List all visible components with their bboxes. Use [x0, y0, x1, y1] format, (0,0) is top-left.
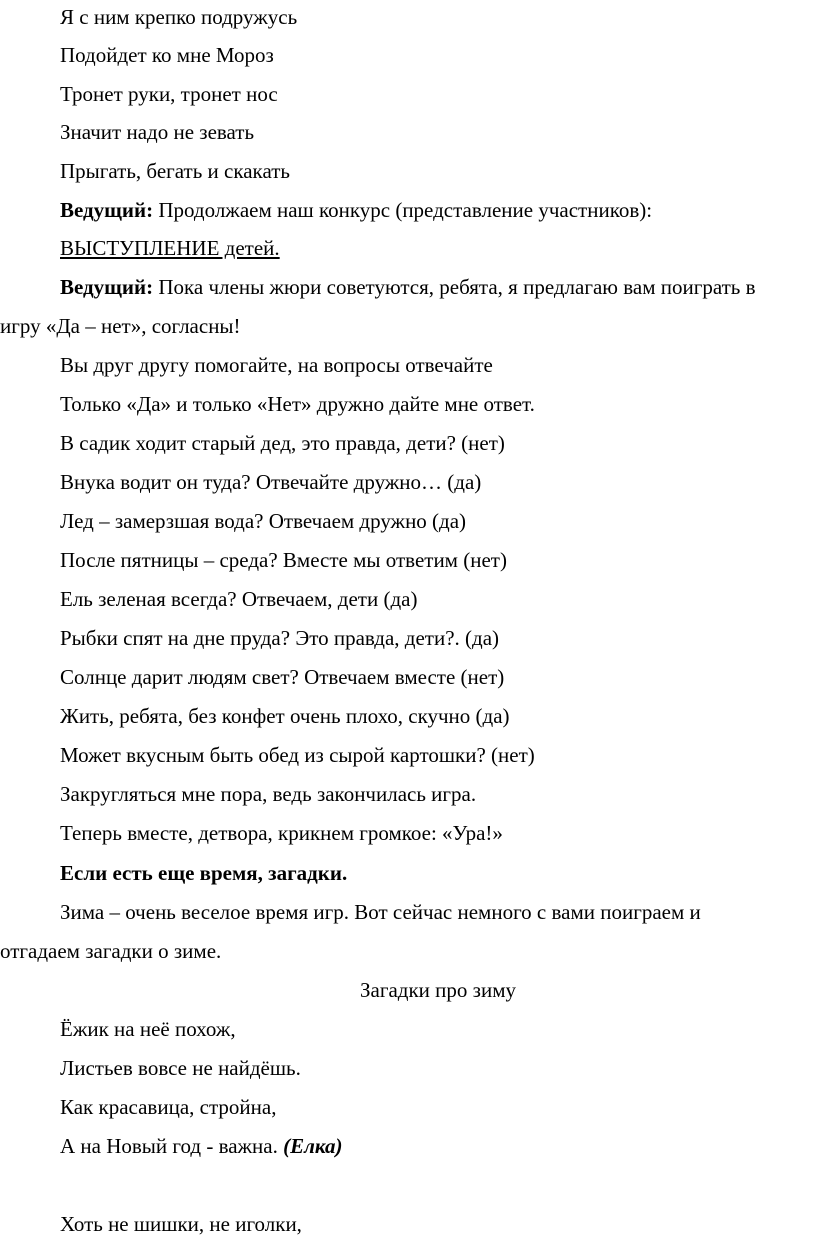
poem-line: Подойдет ко мне Мороз: [60, 43, 274, 67]
host-label: Ведущий:: [60, 198, 154, 222]
riddles-heading-text: Если есть еще время, загадки.: [60, 861, 348, 885]
game-line: Ель зеленая всегда? Отвечаем, дети (да): [60, 587, 418, 611]
game-line: В садик ходит старый дед, это правда, дети? (нет): [60, 431, 505, 455]
game-line: Солнце дарит людям свет? Отвечаем вместе (нет): [60, 665, 505, 689]
game-line: Жить, ребята, без конфет очень плохо, скучно (да): [60, 704, 510, 728]
game-line: Рыбки спят на дне пруда? Это правда, дети?. (да): [60, 626, 500, 650]
riddle-line: Листьев вовсе не найдёшь.: [60, 1056, 301, 1080]
game-line: Закругляться мне пора, ведь закончилась игра.: [60, 782, 477, 806]
host-speech: Пока члены жюри советуются, ребята, я предлагаю вам поиграть в: [153, 275, 756, 299]
game-line: После пятницы – среда? Вместе мы ответим (нет): [60, 548, 507, 572]
riddle-text: А на Новый год - важна.: [60, 1134, 284, 1158]
winter-intro-continued: отгадаем загадки о зиме.: [0, 939, 222, 963]
host-speech: Продолжаем наш конкурс (представление участников):: [153, 198, 653, 222]
riddle-line: [60, 1133, 343, 1159]
host-line: [60, 274, 756, 300]
host-label: Ведущий:: [60, 275, 154, 299]
performance-line: ВЫСТУПЛЕНИЕ детей.: [60, 236, 280, 260]
game-line: Теперь вместе, детвора, крикнем громкое: «Ура!»: [60, 821, 503, 845]
poem-line: Значит надо не зевать: [60, 120, 255, 144]
riddle-answer: (Елка): [283, 1134, 343, 1158]
poem-line: Тронет руки, тронет нос: [60, 82, 278, 106]
game-line: Лед – замерзшая вода? Отвечаем дружно (да): [60, 509, 467, 533]
game-line: Внука водит он туда? Отвечайте дружно… (да): [60, 470, 482, 494]
game-line: Может вкусным быть обед из сырой картошки? (нет): [60, 743, 535, 767]
game-line: Вы друг другу помогайте, на вопросы отвечайте: [60, 353, 493, 377]
riddle-line: Хоть не шишки, не иголки,: [60, 1212, 302, 1236]
host-line: [60, 197, 652, 223]
riddles-heading: [60, 860, 347, 886]
winter-intro: Зима – очень веселое время игр. Вот сейчас немного с вами поиграем и: [60, 900, 701, 924]
riddle-line: Ёжик на неё похож,: [60, 1017, 236, 1041]
poem-line: Я с ним крепко подружусь: [60, 5, 298, 29]
host-line-continued: игру «Да – нет», согласны!: [0, 314, 241, 338]
riddles-title: Загадки про зиму: [360, 978, 516, 1002]
poem-line: Прыгать, бегать и скакать: [60, 159, 290, 183]
riddle-line: Как красавица, стройна,: [60, 1095, 277, 1119]
game-line: Только «Да» и только «Нет» дружно дайте мне ответ.: [60, 392, 535, 416]
